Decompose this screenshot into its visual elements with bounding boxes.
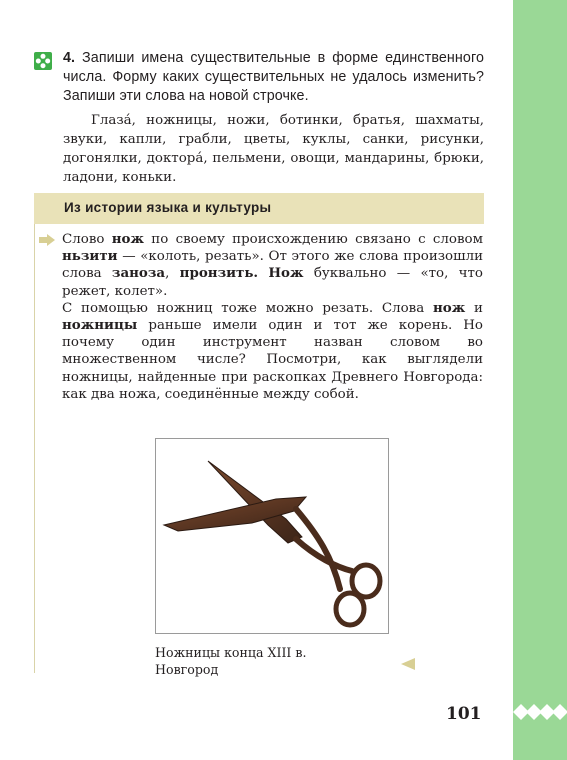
exercise-instruction — [63, 49, 484, 106]
scissors-photo — [155, 438, 389, 634]
exercise-number: 4. — [63, 50, 76, 66]
bold-word: пронзить. — [179, 265, 259, 282]
text-run: раньше имели один и тот же корень. Но почему один инструмент назван словом во множественном числе? Посмотри, как выглядели ножницы, найденные при раскопках Древнего Новгорода: как два ножа, соединённые между собой. — [62, 318, 483, 402]
caption-line-1: Ножницы конца XIII в. — [155, 645, 307, 660]
caption-line-2: Новгород — [155, 662, 219, 677]
text-run: и — [465, 300, 483, 316]
zigzag-ornament — [513, 704, 567, 720]
text-run: — «колоть, резать». От этого же слова произошли слова — [62, 249, 483, 282]
bold-word: ножницы — [62, 317, 138, 334]
text-run: , — [165, 266, 180, 282]
arrow-left-icon — [401, 658, 415, 670]
culture-paragraph-1 — [62, 231, 483, 300]
bold-word: нож — [111, 231, 144, 247]
culture-paragraph-2 — [62, 300, 483, 403]
text-run: С помощью ножниц тоже можно резать. Слова — [62, 300, 433, 316]
exercise-4 — [34, 49, 484, 187]
side-color-strip — [513, 0, 567, 760]
culture-section-header — [34, 193, 484, 224]
section-rule — [34, 193, 35, 673]
text-run: буквально — «то, что режет, колет». — [62, 266, 483, 299]
text-run — [258, 266, 268, 281]
bold-word: ньзити — [62, 248, 118, 265]
flower-icon — [34, 52, 52, 70]
section-title: Из истории языка и культуры — [64, 200, 272, 215]
photo-caption — [155, 644, 355, 678]
scissors-illustration — [156, 439, 388, 633]
text-run: Слово — [62, 232, 112, 247]
bold-word: нож — [433, 299, 466, 316]
word-list: Глаза́, ножницы, ножи, ботинки, братья, шахматы, звуки, капли, грабли, цветы, куклы, санки, рисунки, догонялки, доктора́, пельмени, овощи, мандарины, брюки, ладони, коньки. — [63, 113, 484, 185]
bold-word: Нож — [268, 265, 304, 282]
culture-text — [62, 231, 483, 403]
bold-word: заноза — [111, 265, 166, 282]
arrow-right-icon — [39, 234, 55, 246]
page-number: 101 — [446, 704, 482, 724]
instruction-text: Запиши имена существительные в форме единственного числа. Форму каких существительных не удалось изменить? Запиши эти слова на новой строчке. — [63, 50, 484, 104]
text-run: по своему происхождению связано с словом — [143, 232, 484, 247]
